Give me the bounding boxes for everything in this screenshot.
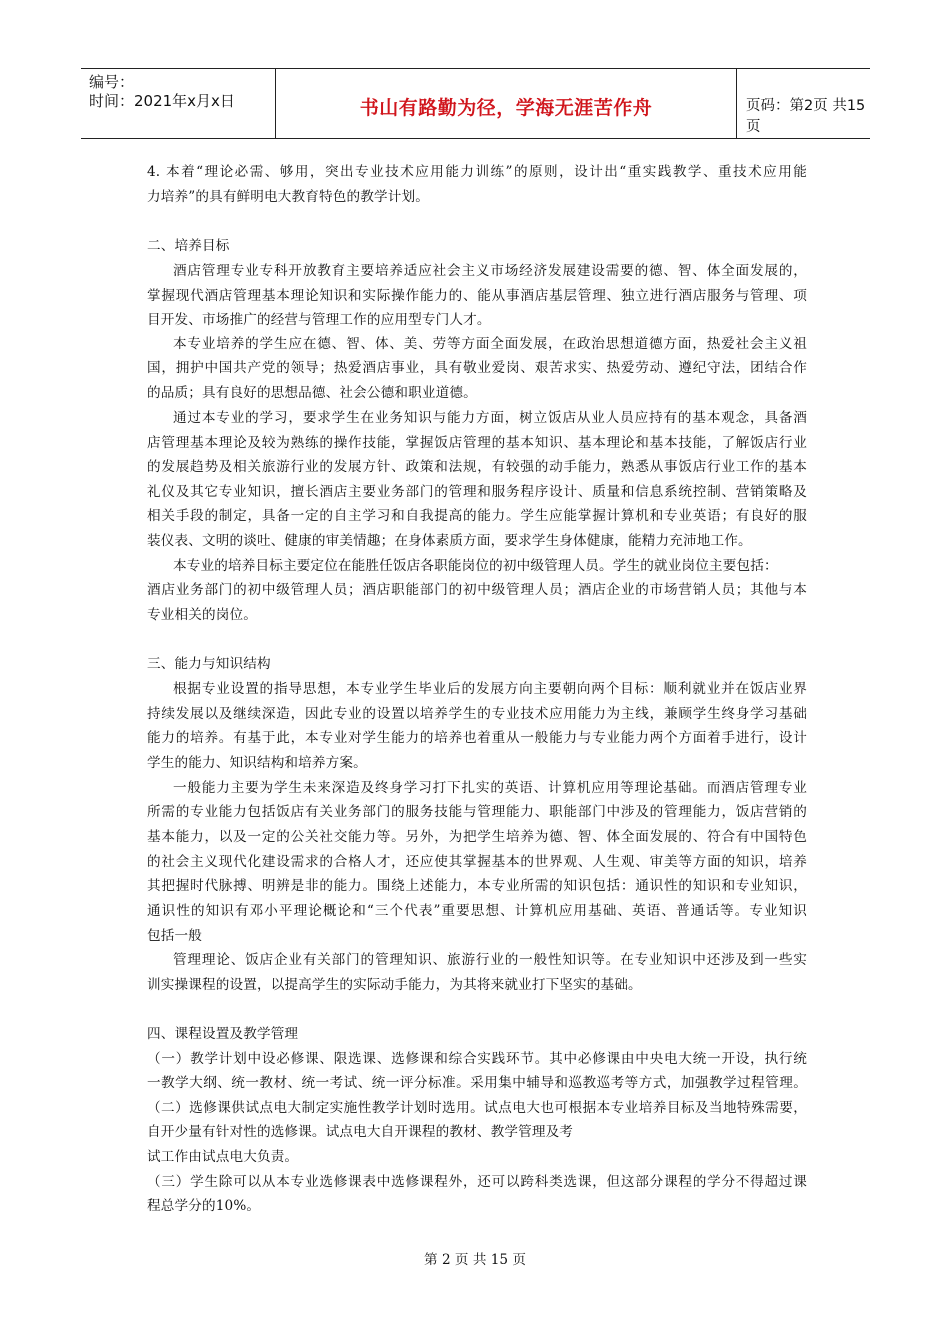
body-line: 其把握时代脉搏、明辨是非的能力。围绕上述能力，本专业所需的知识包括：通识性的知识和专业知识， (147, 878, 807, 894)
body-line: 酒店管理专业专科开放教育主要培养适应社会主义市场经济发展建设需要的德、智、体全面发展的， (173, 263, 807, 279)
body-line: 学生的能力、知识结构和培养方案。 (147, 755, 367, 771)
body-line: （三）学生除可以从本专业选修课表中选修课程外，还可以跨科类选课，但这部分课程的学分不得超过课 (147, 1174, 807, 1190)
body-line: （二）选修课供试点电大制定实施性教学计划时选用。试点电大也可根据本专业培养目标及当地特殊需要， (147, 1100, 807, 1116)
header-left-cell (81, 69, 275, 138)
body-line: 国，拥护中国共产党的领导；热爱酒店事业，具有敬业爱岗、艰苦求实、热爱劳动、遵纪守法，团结合作 (147, 360, 807, 376)
body-line: 4. 本着“理论必需、够用，突出专业技术应用能力训练”的原则，设计出“重实践教学、重技术应用能 (147, 164, 807, 180)
body-line: 掌握现代酒店管理基本理论知识和实际操作能力的、能从事酒店基层管理、独立进行酒店服务与管理、项 (147, 288, 807, 304)
section-heading: 三、能力与知识结构 (147, 656, 271, 672)
body-line: 的社会主义现代化建设需求的合格人才，还应使其掌握基本的世界观、人生观、审美等方面的知识，培养 (147, 854, 807, 870)
document-number-label: 编号： (89, 73, 135, 91)
body-line: 通识性的知识有邓小平理论概论和“三个代表”重要思想、计算机应用基础、英语、普通话等。专业知识 (147, 903, 807, 919)
body-line: 能力的培养。有基于此，本专业对学生能力的培养也着重从一般能力与专业能力两个方面着手进行，设计 (147, 730, 807, 746)
body-line: 试工作由试点电大负责。 (147, 1149, 299, 1165)
body-line: 礼仪及其它专业知识，擅长酒店主要业务部门的管理和服务程序设计、质量和信息系统控制、营销策略及 (147, 484, 807, 500)
body-line: 的发展趋势及相关旅游行业的发展方针、政策和法规，有较强的动手能力，熟悉从事饭店行业工作的基本 (147, 459, 807, 475)
body-line: 本专业培养的学生应在德、智、体、美、劳等方面全面发展，在政治思想道德方面，热爱社会主义祖 (173, 336, 807, 352)
body-line: 目开发、市场推广的经营与管理工作的应用型专门人才。 (147, 312, 491, 328)
body-line: 训实操课程的设置，以提高学生的实际动手能力，为其将来就业打下坚实的基础。 (147, 977, 642, 993)
header-motto-cell (275, 69, 737, 138)
body-line: 程总学分的10%。 (147, 1198, 261, 1214)
body-line: 管理理论、饭店企业有关部门的管理知识、旅游行业的一般性知识等。在专业知识中还涉及到一些实 (173, 952, 807, 968)
body-line: 持续发展以及继续深造，因此专业的设置以培养学生的专业技术应用能力为主线，兼顾学生终身学习基础 (147, 706, 807, 722)
body-line: 所需的专业能力包括饭店有关业务部门的服务技能与管理能力、职能部门中涉及的管理能力，饭店营销的 (147, 804, 807, 820)
body-line: 店管理基本理论及较为熟练的操作技能，掌握饭店管理的基本知识、基本理论和基本技能，了解饭店行业 (147, 435, 807, 451)
body-line: 一般能力主要为学生未来深造及终身学习打下扎实的英语、计算机应用等理论基础。而酒店管理专业 (173, 780, 807, 796)
header-motto: 书山有路勤为径，学海无涯苦作舟 (359, 97, 653, 119)
body-line: 的品质；具有良好的思想品德、社会公德和职业道德。 (147, 385, 477, 401)
page-footer: 第 2 页 共 15 页 (424, 1252, 526, 1268)
body-line: 专业相关的岗位。 (147, 607, 257, 623)
section-heading: 四、课程设置及教学管理 (147, 1026, 299, 1042)
body-line: 自开少量有针对性的选修课。试点电大自开课程的教材、教学管理及考 (147, 1124, 574, 1140)
body-line: 力培养”的具有鲜明电大教育特色的教学计划。 (147, 189, 429, 205)
body-line: 包括一般 (147, 928, 202, 944)
header-page-cell (736, 69, 870, 138)
body-line: 基本能力，以及一定的公关社交能力等。另外，为把学生培养为德、智、体全面发展的、符合有中国特色 (147, 829, 807, 845)
section-heading: 二、培养目标 (147, 238, 230, 254)
header-table (81, 68, 870, 139)
body-line: （一）教学计划中设必修课、限选课、选修课和综合实践环节。其中必修课由中央电大统一开设，执行统 (147, 1051, 807, 1067)
body-line: 本专业的培养目标主要定位在能胜任饭店各职能岗位的初中级管理人员。学生的就业岗位主要包括： (173, 558, 778, 574)
header-page-info: 页码：第2页 共15页 (746, 98, 866, 135)
body-line: 根据专业设置的指导思想，本专业学生毕业后的发展方向主要朝向两个目标：顺利就业并在饭店业界 (173, 681, 807, 697)
body-line: 装仪表、文明的谈吐、健康的审美情趣；在身体素质方面，要求学生身体健康，能精力充沛地工作。 (147, 533, 752, 549)
body-line: 相关手段的制定，具备一定的自主学习和自我提高的能力。学生应能掌握计算机和专业英语；有良好的服 (147, 508, 807, 524)
body-line: 通过本专业的学习，要求学生在业务知识与能力方面，树立饭店从业人员应持有的基本观念，具备酒 (173, 410, 807, 426)
body-line: 酒店业务部门的初中级管理人员；酒店职能部门的初中级管理人员；酒店企业的市场营销人员；其他与本 (147, 582, 807, 598)
body-line: 一教学大纲、统一教材、统一考试、统一评分标准。采用集中辅导和巡教巡考等方式，加强教学过程管理。 (147, 1075, 807, 1091)
document-time: 时间：2021年x月x日 (89, 92, 235, 110)
